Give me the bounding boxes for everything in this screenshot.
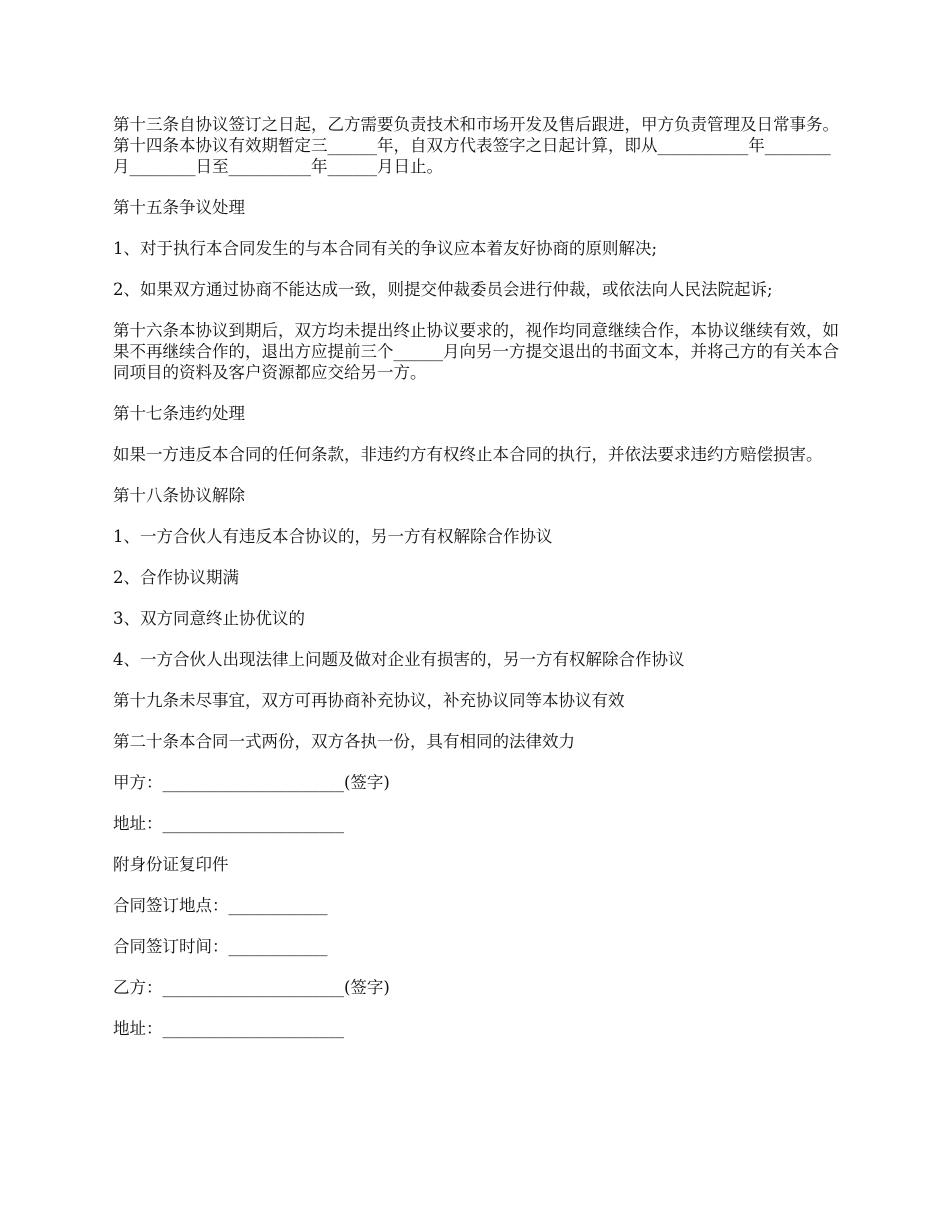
clause-17-paragraph: 如果一方违反本合同的任何条款，非违约方有权终止本合同的执行，并依法要求违约方赔偿损害。 [113, 445, 823, 464]
party-a-signature-line: 甲方：______________________(签字) [113, 773, 390, 792]
clause-18-item-4: 4、一方合伙人出现法律上问题及做对企业有损害的，另一方有权解除合作协议 [113, 650, 685, 669]
clause-17-heading: 第十七条违约处理 [113, 404, 245, 423]
id-copy-note: 附身份证复印件 [113, 855, 229, 874]
clause-13-14-paragraph: 第十三条自协议签订之日起，乙方需要负责技术和市场开发及售后跟进，甲方负责管理及日常事务。第十四条本协议有效期暂定三______年，自双方代表签字之日起计算，即从___________年________月________日至__________年______月日止。 [113, 115, 839, 176]
clause-18-item-3: 3、双方同意终止协优议的 [113, 609, 305, 628]
clause-15-heading: 第十五条争议处理 [113, 198, 245, 217]
signing-time-line: 合同签订时间：____________ [113, 937, 328, 956]
clause-18-heading: 第十八条协议解除 [113, 486, 245, 505]
signing-location-line: 合同签订地点：____________ [113, 896, 328, 915]
document-body [113, 114, 841, 1059]
clause-15-item-2: 2、如果双方通过协商不能达成一致，则提交仲裁委员会进行仲裁，或依法向人民法院起诉; [113, 280, 773, 299]
clause-15-item-1: 1、对于执行本合同发生的与本合同有关的争议应本着友好协商的原则解决; [113, 239, 658, 258]
party-a-address-line: 地址：______________________ [113, 814, 344, 833]
clause-16-paragraph: 第十六条本协议到期后，双方均未提出终止协议要求的，视作均同意继续合作，本协议继续有效，如果不再继续合作的，退出方应提前三个______月向另一方提交退出的书面文本，并将己方的有关本合同项目的资料及客户资源都应交给另一方。 [113, 321, 839, 382]
clause-18-item-1: 1、一方合伙人有违反本合协议的，另一方有权解除合作协议 [113, 527, 553, 546]
party-b-address-line: 地址：______________________ [113, 1019, 344, 1038]
clause-19-paragraph: 第十九条未尽事宜，双方可再协商补充协议，补充协议同等本协议有效 [113, 691, 625, 710]
clause-18-item-2: 2、合作协议期满 [113, 568, 239, 587]
party-b-signature-line: 乙方：______________________(签字) [113, 978, 390, 997]
clause-20-paragraph: 第二十条本合同一式两份，双方各执一份，具有相同的法律效力 [113, 732, 575, 751]
